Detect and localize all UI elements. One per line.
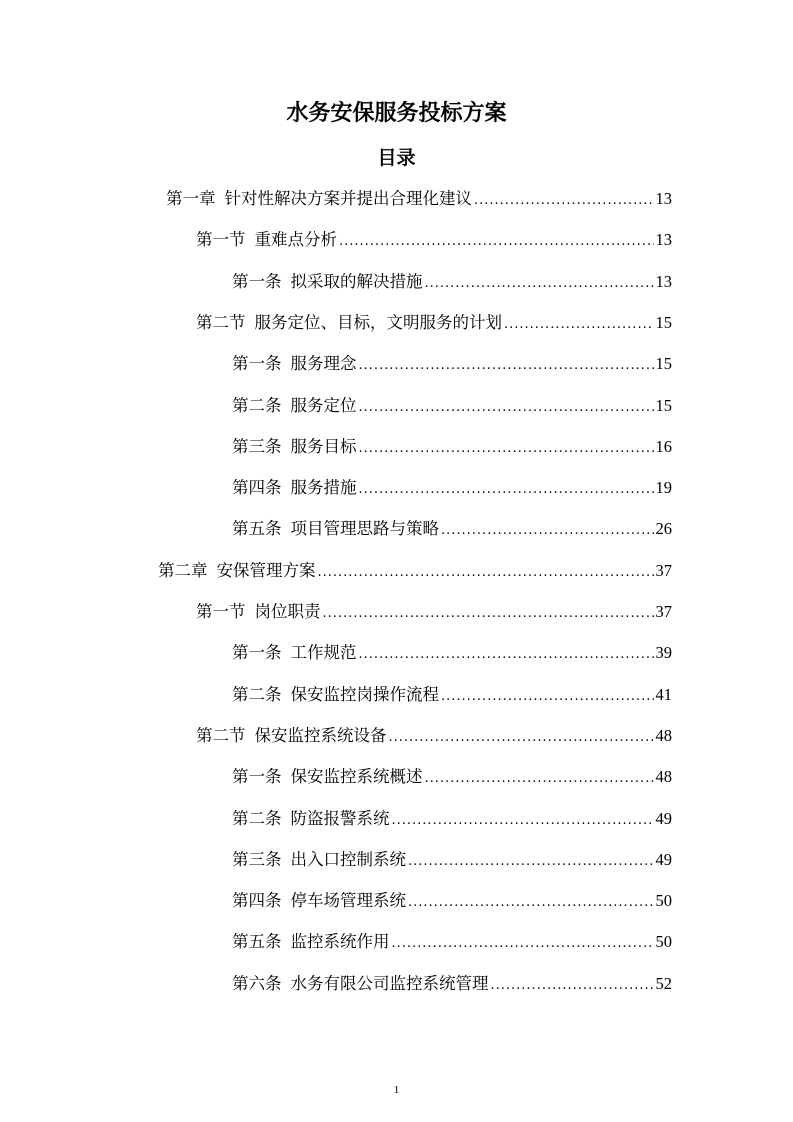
toc-entry-page: 15 xyxy=(655,312,672,332)
toc-entry[interactable] xyxy=(196,309,672,333)
toc-entry[interactable] xyxy=(232,433,672,457)
toc-entry-page: 39 xyxy=(655,643,672,663)
toc-entry[interactable] xyxy=(232,350,672,374)
toc-entry-page: 37 xyxy=(655,602,672,621)
toc-entry-title: 服务理念 xyxy=(290,354,357,374)
toc-entry-title: 水务有限公司监控系统管理 xyxy=(290,973,489,993)
toc-leader-dots xyxy=(441,689,654,704)
toc-entry-title: 服务措施 xyxy=(290,478,357,498)
toc-heading: 目录 xyxy=(377,147,416,169)
toc-entry-number: 第二条 xyxy=(232,395,282,415)
toc-entry-page: 41 xyxy=(655,684,672,704)
toc-entry-number: 第一条 xyxy=(232,354,282,374)
toc-entry[interactable] xyxy=(232,763,672,787)
toc-entry-page: 13 xyxy=(655,271,672,291)
toc-entry-number: 第三条 xyxy=(232,849,282,869)
toc-leader-dots xyxy=(504,317,654,332)
toc-leader-dots xyxy=(323,606,654,621)
toc-entry-number: 第一条 xyxy=(232,643,282,663)
document-title: 水务安保服务投标方案 xyxy=(286,101,507,126)
toc-entry-number: 第一条 xyxy=(232,767,282,787)
toc-entry-number: 第二条 xyxy=(232,684,282,704)
toc-entry-title: 工作规范 xyxy=(290,643,357,663)
toc-entry[interactable] xyxy=(232,970,672,994)
toc-leader-dots xyxy=(441,523,654,538)
toc-leader-dots xyxy=(359,647,654,662)
toc-entry[interactable] xyxy=(232,928,672,952)
toc-leader-dots xyxy=(392,936,654,951)
toc-entry-page: 37 xyxy=(655,560,672,580)
toc-entry-title: 安保管理方案 xyxy=(216,560,316,580)
toc-entry-number: 第一条 xyxy=(232,271,282,291)
toc-entry-page: 15 xyxy=(655,395,672,415)
toc-entry-title: 防盗报警系统 xyxy=(290,808,390,828)
toc-entry-page: 49 xyxy=(655,849,672,869)
toc-leader-dots xyxy=(425,276,654,291)
toc-entry-number: 第六条 xyxy=(232,973,282,993)
toc-entry-number: 第四条 xyxy=(232,891,282,911)
toc-entry-title: 保安监控系统概述 xyxy=(290,767,423,787)
toc-entry-page: 49 xyxy=(655,808,672,828)
toc-entry[interactable] xyxy=(166,185,672,209)
toc-entry-title: 停车场管理系统 xyxy=(290,891,406,911)
toc-entry[interactable] xyxy=(232,639,672,663)
toc-entry-page: 15 xyxy=(655,354,672,374)
toc-entry[interactable] xyxy=(232,846,672,870)
toc-leader-dots xyxy=(474,193,654,208)
toc-entry-page: 26 xyxy=(655,519,672,539)
toc-entry-page: 16 xyxy=(655,436,672,456)
toc-leader-dots xyxy=(392,813,654,828)
toc-entry-page: 50 xyxy=(655,932,672,952)
toc-entry[interactable] xyxy=(196,722,672,746)
toc-entry-title: 项目管理思路与策略 xyxy=(290,519,439,539)
toc-leader-dots xyxy=(408,854,654,869)
toc-entry-title: 保安监控岗操作流程 xyxy=(290,684,439,704)
toc-entry[interactable] xyxy=(232,392,672,416)
toc-entry-page: 50 xyxy=(655,891,672,911)
toc-leader-dots xyxy=(359,358,654,373)
toc-entry[interactable] xyxy=(232,515,672,539)
toc-entry[interactable] xyxy=(232,887,672,911)
toc-entry-title: 拟采取的解决措施 xyxy=(290,271,423,291)
toc-entry-number: 第一节 xyxy=(196,230,246,250)
toc-entry-page: 19 xyxy=(655,478,672,498)
toc-entry-title: 针对性解决方案并提出合理化建议 xyxy=(224,189,472,208)
toc-leader-dots xyxy=(339,234,654,249)
toc-entry-page: 13 xyxy=(655,189,672,208)
toc-entry-number: 第五条 xyxy=(232,519,282,539)
toc-entry-number: 第一节 xyxy=(196,602,246,621)
toc-entry[interactable] xyxy=(232,268,672,292)
toc-entry-number: 第三条 xyxy=(232,436,282,456)
toc-leader-dots xyxy=(359,482,654,497)
toc-leader-dots xyxy=(408,895,654,910)
toc-entry-title: 重难点分析 xyxy=(254,230,337,250)
toc-entry-number: 第二条 xyxy=(232,808,282,828)
toc-entry-title: 服务定位 xyxy=(290,395,357,415)
toc-leader-dots xyxy=(389,730,654,745)
toc-entry[interactable] xyxy=(232,474,672,498)
toc-entry-page: 52 xyxy=(655,973,672,993)
toc-entry[interactable] xyxy=(158,557,672,581)
toc-entry-number: 第二节 xyxy=(196,312,246,332)
toc-entry-number: 第四条 xyxy=(232,478,282,498)
toc-leader-dots xyxy=(359,400,654,415)
toc-entry-number: 第五条 xyxy=(232,932,282,952)
toc-entry[interactable] xyxy=(196,598,672,622)
toc-entry[interactable] xyxy=(232,805,672,829)
toc-entry[interactable] xyxy=(232,681,672,705)
toc-entry-page: 48 xyxy=(655,725,672,745)
toc-leader-dots xyxy=(425,771,654,786)
toc-entry-title: 保安监控系统设备 xyxy=(254,725,387,745)
page-number: 1 xyxy=(393,1084,400,1096)
toc-leader-dots xyxy=(359,441,654,456)
toc-entry-title: 监控系统作用 xyxy=(290,932,390,952)
toc-leader-dots xyxy=(491,978,654,993)
toc-entry-title: 出入口控制系统 xyxy=(290,849,406,869)
toc-entry-page: 48 xyxy=(655,767,672,787)
toc-entry-title: 服务目标 xyxy=(290,436,357,456)
toc-entry-title: 岗位职责 xyxy=(254,602,321,621)
toc-leader-dots xyxy=(318,565,654,580)
toc-entry-number: 第二章 xyxy=(158,560,208,580)
toc-entry[interactable] xyxy=(196,226,672,250)
toc-entry-number: 第二节 xyxy=(196,725,246,745)
toc-entry-title: 服务定位、目标，文明服务的计划 xyxy=(254,312,502,332)
toc-entry-page: 13 xyxy=(655,230,672,250)
toc-entry-number: 第一章 xyxy=(166,189,216,208)
